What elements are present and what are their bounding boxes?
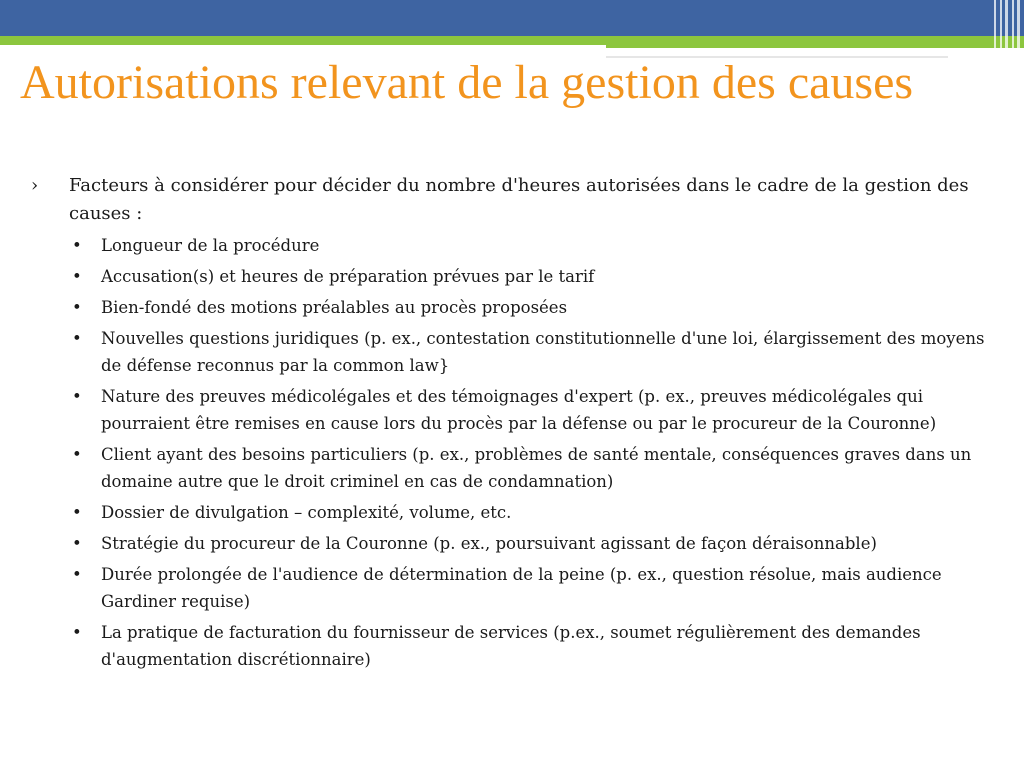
list-item: • Nouvelles questions juridiques (p. ex., contestation constitutionnelle d'une loi, élargissement des moyens de défense reconnus par la common law} — [101, 325, 1005, 379]
bullet-icon: • — [72, 503, 82, 522]
list-item: • La pratique de facturation du fournisseur de services (p.ex., soumet régulièrement des demandes d'augmentation discrétionnaire) — [101, 619, 1005, 673]
header-blue-band — [0, 0, 1024, 36]
list-item: • Accusation(s) et heures de préparation prévues par le tarif — [101, 263, 1005, 290]
list-item: • Dossier de divulgation – complexité, volume, etc. — [101, 499, 1005, 526]
list-item: • Nature des preuves médicolégales et des témoignages d'expert (p. ex., preuves médicolégales qui pourraient être remises en cause lors du procès par la défense ou par le procureur de la Couronne) — [101, 383, 1005, 437]
bullet-icon: • — [72, 565, 82, 584]
bullet-icon: • — [72, 329, 82, 348]
slide-content — [30, 172, 1005, 677]
list-item: • Longueur de la procédure — [101, 232, 1005, 259]
bullet-icon: • — [72, 623, 82, 642]
bullet-icon: • — [72, 445, 82, 464]
bullet-icon: • — [72, 236, 82, 255]
bullet-icon: • — [72, 534, 82, 553]
list-item: • Client ayant des besoins particuliers (p. ex., problèmes de santé mentale, conséquences graves dans un domaine autre que le droit criminel en cas de condamnation) — [101, 441, 1005, 495]
factor-list — [30, 232, 1005, 673]
main-point — [30, 172, 1005, 228]
main-point-text: Facteurs à considérer pour décider du nombre d'heures autorisées dans le cadre de la gestion des causes : — [69, 175, 969, 224]
bullet-icon: • — [72, 298, 82, 317]
slide-title: Autorisations relevant de la gestion des causes — [20, 56, 914, 109]
list-item: • Stratégie du procureur de la Couronne (p. ex., poursuivant agissant de façon déraisonnable) — [101, 530, 1005, 557]
chevron-right-icon: › — [31, 175, 39, 196]
list-item: • Durée prolongée de l'audience de détermination de la peine (p. ex., question résolue, mais audience Gardiner requise) — [101, 561, 1005, 615]
bullet-icon: • — [72, 267, 82, 286]
header-stripes — [990, 0, 1024, 62]
bullet-icon: • — [72, 387, 82, 406]
list-item: • Bien-fondé des motions préalables au procès proposées — [101, 294, 1005, 321]
